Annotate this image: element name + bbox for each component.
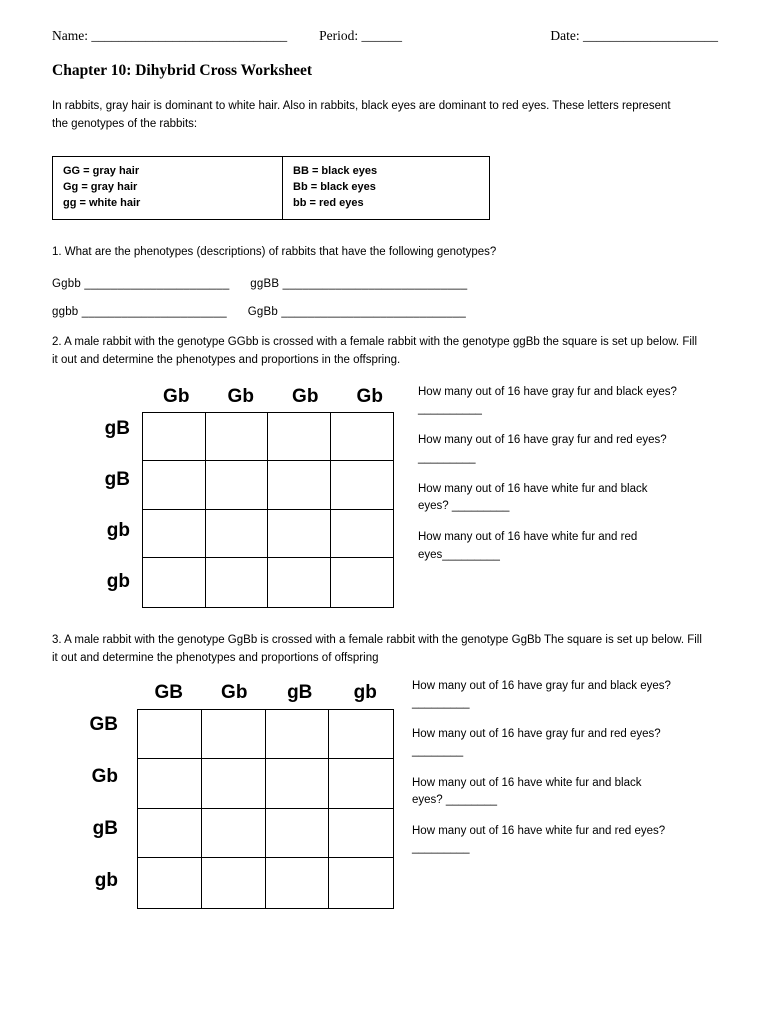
punnett-cell[interactable] — [329, 759, 393, 809]
punnett-cell[interactable] — [206, 558, 269, 607]
genotype-label: Ggbb — [52, 278, 81, 291]
punnett-2-row-header: Gb — [91, 765, 118, 787]
punnett-1-row-header: gb — [106, 570, 130, 592]
key-item: gg = white hair — [63, 196, 141, 209]
eye-genotype-key — [283, 157, 489, 220]
punnett-1-row-header: gB — [104, 417, 130, 439]
name-field-label[interactable]: Name: _____________________________ — [52, 28, 288, 43]
genotype-label: GgBb — [247, 306, 278, 319]
punnett-2-row-header: GB — [89, 713, 118, 735]
punnett-cell[interactable] — [331, 461, 394, 510]
punnett-cell[interactable] — [268, 510, 331, 559]
question-3-side-questions — [412, 678, 672, 872]
punnett-1-row-headers — [82, 418, 130, 622]
punnett-1-column-headers — [144, 386, 402, 408]
punnett-cell[interactable] — [266, 858, 330, 908]
question-1-line-1[interactable] — [52, 278, 718, 290]
side-question[interactable]: How many out of 16 have white fur and black eyes? _________ — [418, 482, 648, 513]
punnett-cell[interactable] — [143, 413, 206, 462]
punnett-cell[interactable] — [331, 510, 394, 559]
punnett-cell[interactable] — [329, 809, 393, 859]
punnett-2-col-header: gB — [287, 681, 313, 703]
question-1-text: 1. What are the phenotypes (descriptions) of rabbits that have the following genotypes? — [52, 246, 497, 259]
side-question[interactable]: How many out of 16 have gray fur and black eyes? __________ — [418, 385, 677, 416]
date-field-label[interactable]: Date: ____________________ — [550, 28, 718, 43]
genotype-label: ggbb — [52, 306, 79, 319]
punnett-2-row-header: gB — [92, 817, 118, 839]
punnett-2-row-header: gb — [94, 869, 118, 891]
question-3-text: 3. A male rabbit with the genotype GgBb is crossed with a female rabbit with the genotype GgBb The square is set up below. Fill it out and determine the phenotypes and proportions of offspring — [52, 633, 702, 664]
punnett-1-col-header: Gb — [163, 385, 190, 407]
punnett-square-block-2 — [52, 679, 718, 932]
answer-blank[interactable]: ______________________ — [84, 278, 230, 291]
punnett-1-col-header: Gb — [356, 385, 383, 407]
key-item: GG = gray hair — [63, 164, 140, 177]
key-item: Gg = gray hair — [63, 180, 138, 193]
question-2-side-questions — [418, 384, 678, 578]
punnett-cell[interactable] — [143, 461, 206, 510]
punnett-2-column-headers — [136, 682, 398, 704]
side-question[interactable]: How many out of 16 have white fur and black eyes? ________ — [412, 776, 642, 806]
page-title: Chapter 10: Dihybrid Cross Worksheet — [52, 62, 313, 79]
answer-blank[interactable]: ______________________ — [81, 306, 227, 319]
side-question[interactable]: How many out of 16 have gray fur and black eyes? _________ — [412, 679, 671, 709]
punnett-1-row-header: gB — [104, 468, 130, 490]
punnett-cell[interactable] — [138, 710, 202, 760]
side-question[interactable]: How many out of 16 have gray fur and red eyes? _________ — [418, 434, 667, 464]
punnett-1-row-header: gb — [106, 519, 130, 541]
punnett-cell[interactable] — [266, 710, 330, 760]
question-1-line-2[interactable] — [52, 306, 718, 318]
punnett-square-block-1 — [52, 386, 718, 624]
intro-paragraph: In rabbits, gray hair is dominant to white hair. Also in rabbits, black eyes are dominant to red eyes. These letters represent the genotypes of the rabbits: — [52, 100, 671, 130]
side-question[interactable]: How many out of 16 have gray fur and red eyes? ________ — [412, 728, 661, 758]
document-content — [52, 28, 718, 940]
punnett-2-row-headers — [76, 714, 118, 922]
punnett-cell[interactable] — [143, 510, 206, 559]
punnett-1-grid[interactable] — [142, 412, 394, 608]
punnett-cell[interactable] — [268, 461, 331, 510]
punnett-cell[interactable] — [202, 809, 266, 859]
key-item: bb = red eyes — [293, 196, 364, 209]
punnett-cell[interactable] — [138, 858, 202, 908]
answer-blank[interactable]: ____________________________ — [281, 306, 467, 319]
punnett-1-col-header: Gb — [227, 385, 254, 407]
punnett-cell[interactable] — [206, 510, 269, 559]
punnett-cell[interactable] — [329, 858, 393, 908]
punnett-cell[interactable] — [331, 413, 394, 462]
punnett-cell[interactable] — [202, 858, 266, 908]
punnett-cell[interactable] — [329, 710, 393, 760]
punnett-1-col-header: Gb — [292, 385, 319, 407]
punnett-cell[interactable] — [266, 759, 330, 809]
key-item: BB = black eyes — [293, 164, 378, 177]
punnett-cell[interactable] — [138, 809, 202, 859]
side-question[interactable]: How many out of 16 have white fur and red eyes_________ — [418, 531, 638, 561]
header-fields — [52, 28, 718, 44]
genotype-label: ggBB — [250, 278, 280, 291]
punnett-cell[interactable] — [202, 759, 266, 809]
punnett-cell[interactable] — [268, 558, 331, 607]
hair-genotype-key — [53, 157, 283, 220]
period-field-label[interactable]: Period: ______ — [319, 28, 402, 43]
punnett-2-col-header: gb — [353, 681, 377, 703]
genotype-key-box — [52, 156, 490, 221]
punnett-cell[interactable] — [331, 558, 394, 607]
punnett-cell[interactable] — [268, 413, 331, 462]
key-item: Bb = black eyes — [293, 180, 376, 193]
punnett-2-grid[interactable] — [137, 709, 394, 909]
punnett-2-col-header: Gb — [221, 681, 248, 703]
punnett-cell[interactable] — [206, 461, 269, 510]
punnett-2-col-header: GB — [154, 681, 183, 703]
punnett-cell[interactable] — [266, 809, 330, 859]
punnett-cell[interactable] — [138, 759, 202, 809]
punnett-cell[interactable] — [206, 413, 269, 462]
question-2-text: 2. A male rabbit with the genotype GGbb is crossed with a female rabbit with the genotype ggBb the square is set up below. Fill it out and determine the phenotypes and proportions in the offspring. — [52, 336, 698, 367]
punnett-cell[interactable] — [143, 558, 206, 607]
punnett-cell[interactable] — [202, 710, 266, 760]
side-question[interactable]: How many out of 16 have white fur and red eyes? _________ — [412, 825, 666, 855]
answer-blank[interactable]: ____________________________ — [282, 278, 468, 291]
